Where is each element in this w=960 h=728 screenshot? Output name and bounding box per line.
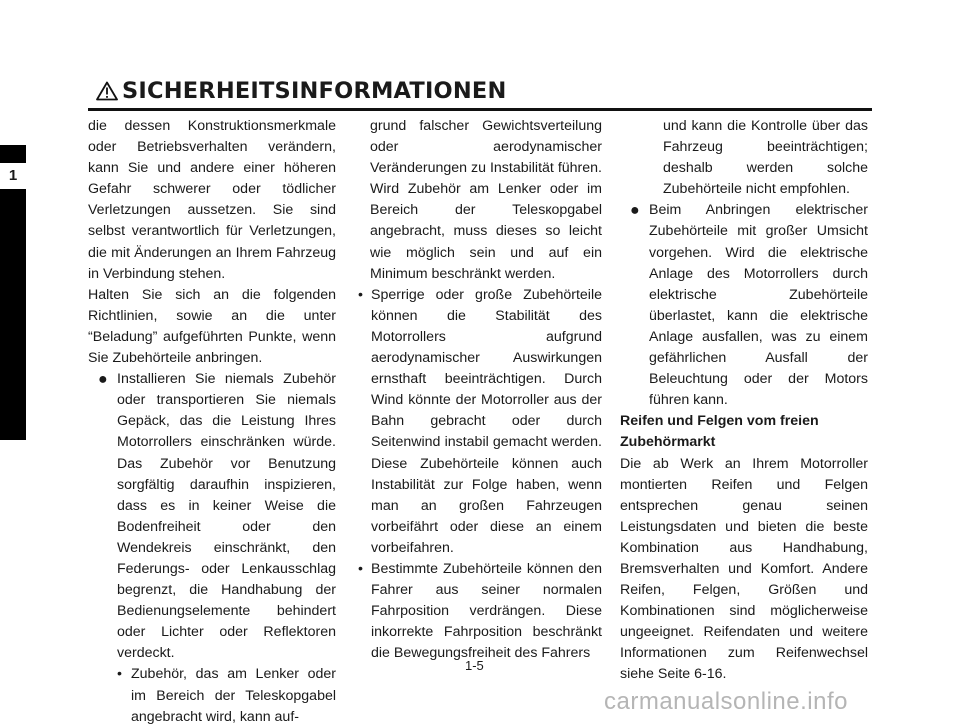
sub-list-item-text: Sperrige oder große Zubehörteile können die Stabilität des Motorrollers aufgrund aerodynamischer Auswirkungen ernsthaft beeinträchtigen. Durch Wind könnte der Motorroller aus der Bahn gebracht oder durch Seitenwind instabil gemacht werden. Diese Zubehörteile können auch Instabilität zur Folge haben, wenn man an großen Fahrzeugen vorbeifährt oder diese an einem vorbeifahren. — [371, 286, 602, 556]
sub-list-item-text: Bestimmte Zubehörteile können den Fahrer aus seiner normalen Fahrposition verdrängen. Diese inkorrekte Fahrposition beschränkt die Bewegungsfreiheit des Fahrers — [371, 560, 602, 662]
paragraph: die dessen Konstruktionsmerkmale oder Betriebsverhalten verändern, kann Sie und andere einer höheren Gefahr schwerer oder tödlicher Verletzungen aussetzen. Sie sind selbst verantwortlich für Verletzungen, die mit Änderungen an Ihrem Fahrzeug in Verbindung stehen. — [88, 118, 336, 282]
list-item — [88, 369, 336, 664]
paragraph: Die ab Werk an Ihrem Motorroller montierten Reifen und Felgen entsprechen genau seinen Leistungsdaten und bieten die beste Kombination aus Handhabung, Bremsverhalten und Komfort. Andere Reifen, Felgen, Größen und Kombinationen sind möglicherweise ungeeignet. Reifendaten und weitere Informationen zum Reifenwechsel siehe Seite 6-16. — [620, 455, 868, 683]
sub-list-item — [88, 664, 336, 727]
section-header — [88, 78, 872, 111]
bullet-icon: • — [358, 560, 363, 577]
paragraph: Halten Sie sich an die folgenden Richtlinien, sowie an die unter “Beladung” aufgeführten Punkte, wenn Sie Zubehörteile anbringen. — [88, 286, 336, 367]
text-column-1 — [88, 116, 336, 728]
bullet-icon: ● — [98, 371, 108, 389]
sub-list-item — [354, 285, 602, 559]
list-item — [620, 200, 868, 411]
section-title: SICHERHEITSINFORMATIONEN — [122, 78, 507, 104]
chapter-tab — [0, 145, 26, 440]
subheading: Reifen und Felgen vom freien Zubehörmarkt — [620, 413, 819, 451]
chapter-number: 1 — [0, 163, 26, 189]
sub-list-item-text: Zubehör, das am Lenker oder im Bereich der Teleskopgabel angebracht wird, kann auf- — [131, 666, 336, 725]
sub-list-item — [354, 559, 602, 664]
list-item-text: Beim Anbringen elektrischer Zubehörteile mit großer Umsicht vorgehen. Wird die elektrische Anlage des Motorrollers durch elektrische Zubehörteile überlastet, kann die elektrische Anlage ausfallen, was zu einem gefährlichen Ausfall der Beleuchtung oder der Motors führen kann. — [649, 202, 868, 409]
page-number: 1-5 — [465, 658, 484, 673]
text-column-3 — [620, 116, 868, 686]
continued-text: und kann die Kontrolle über das Fahrzeug beeinträchtigen; deshalb werden solche Zubehörteile nicht empfohlen. — [663, 118, 868, 198]
text-column-2 — [354, 116, 602, 664]
list-item-text: Installieren Sie niemals Zubehör oder transportieren Sie niemals Gepäck, das die Leistung Ihres Motorrollers einschränken würde. Das Zubehör vor Benutzung sorgfältig daraufhin inspizieren, dass es in keiner Weise die Bodenfreiheit oder den Wendekreis einschränkt, den Federungs- oder Lenkausschlag begrenzt, die Handhabung der Bedienungselemente behindert oder Lichter oder Reflektoren verdeckt. — [117, 371, 336, 662]
warning-triangle-icon — [96, 81, 118, 101]
bullet-icon: • — [358, 286, 363, 303]
continued-text: grund falscher Gewichtsverteilung oder aerodynamischer Veränderungen zu Instabilität führen. Wird Zubehör am Lenker oder im Bereich der Telesкopgabel angebracht, muss dieses so leicht wie möglich sein und auf ein Minimum beschränkt werden. — [370, 118, 602, 282]
watermark: carmanualsonline.info — [604, 688, 848, 715]
bullet-icon: • — [117, 666, 122, 683]
bullet-icon: ● — [630, 202, 640, 220]
